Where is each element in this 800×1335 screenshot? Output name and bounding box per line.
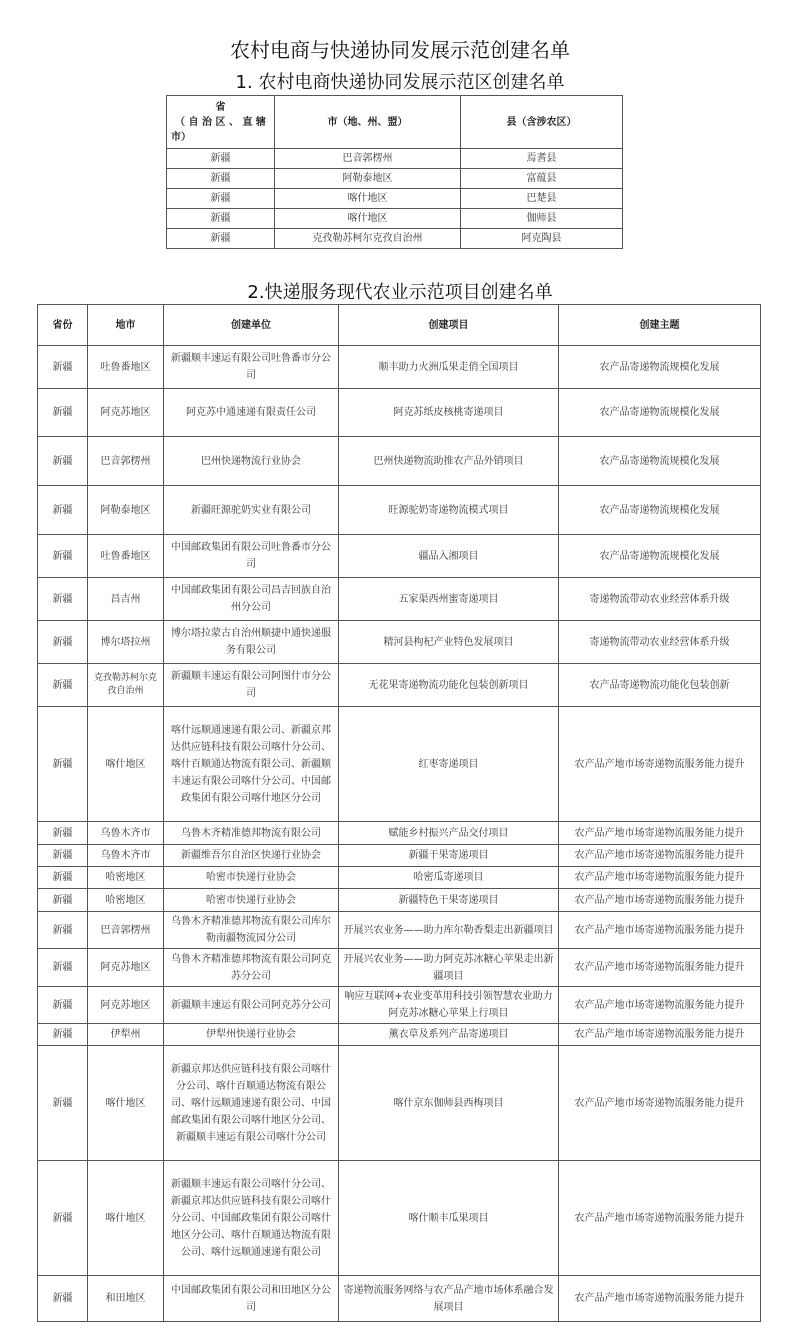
table-row — [167, 189, 623, 209]
header-county: 县（含涉农区） — [461, 96, 623, 149]
cell-unit: 乌鲁木齐精准德邦物流有限公司阿克苏分公司 — [164, 949, 339, 987]
cell-city: 喀什地区 — [88, 707, 164, 822]
agriculture-project-table — [37, 304, 761, 1322]
cell-unit: 新疆顺丰速运有限公司喀什分公司、新疆京邦达供应链科技有限公司喀什分公司、中国邮政集团有限公司喀什地区分公司、喀什百顺通达物流有限公司、喀什远顺通速递有限公司 — [164, 1161, 339, 1276]
cell-project: 巴州快递物流助推农产品外销项目 — [339, 437, 559, 486]
cell-theme: 农产品产地市场寄递物流服务能力提升 — [559, 987, 761, 1024]
cell-project: 哈密瓜寄递项目 — [339, 867, 559, 889]
cell-project: 开展兴农业务——助力库尔勒香梨走出新疆项目 — [339, 912, 559, 949]
cell-province: 新疆 — [38, 845, 88, 867]
cell-county: 阿克陶县 — [461, 229, 623, 249]
header-province-line-2: （ 自 治 区 、 直 辖 — [175, 116, 266, 128]
table-row — [38, 486, 761, 535]
header-province — [167, 96, 275, 149]
cell-project: 新疆特色干果寄递项目 — [339, 889, 559, 912]
cell-province: 新疆 — [38, 486, 88, 535]
cell-city: 乌鲁木齐市 — [88, 822, 164, 845]
cell-project: 赋能乡村振兴产品交付项目 — [339, 822, 559, 845]
cell-city: 阿勒泰地区 — [88, 486, 164, 535]
cell-city: 喀什地区 — [88, 1046, 164, 1161]
cell-theme: 农产品产地市场寄递物流服务能力提升 — [559, 949, 761, 987]
cell-unit: 阿克苏中通速递有限责任公司 — [164, 389, 339, 437]
cell-theme: 农产品产地市场寄递物流服务能力提升 — [559, 889, 761, 912]
cell-unit: 新疆顺丰速运有限公司阿克苏分公司 — [164, 987, 339, 1024]
cell-province: 新疆 — [38, 664, 88, 707]
cell-province: 新疆 — [38, 867, 88, 889]
cell-county: 焉耆县 — [461, 149, 623, 169]
table-row — [38, 889, 761, 912]
cell-theme: 农产品产地市场寄递物流服务能力提升 — [559, 912, 761, 949]
cell-project: 旺源驼奶寄递物流模式项目 — [339, 486, 559, 535]
table-row — [38, 621, 761, 664]
table-row — [167, 209, 623, 229]
cell-province: 新疆 — [38, 1024, 88, 1046]
cell-province: 新疆 — [167, 149, 275, 169]
cell-city: 乌鲁木齐市 — [88, 845, 164, 867]
table-row — [38, 822, 761, 845]
cell-province: 新疆 — [38, 389, 88, 437]
cell-city: 阿勒泰地区 — [275, 169, 461, 189]
cell-province: 新疆 — [38, 578, 88, 621]
cell-project: 疆品入湘项目 — [339, 535, 559, 578]
cell-theme: 农产品产地市场寄递物流服务能力提升 — [559, 707, 761, 822]
table-row — [38, 845, 761, 867]
cell-unit: 中国邮政集团有限公司和田地区分公司 — [164, 1276, 339, 1322]
table-row — [38, 578, 761, 621]
table-row — [38, 949, 761, 987]
cell-province: 新疆 — [38, 346, 88, 389]
cell-county: 巴楚县 — [461, 189, 623, 209]
cell-city: 喀什地区 — [275, 209, 461, 229]
header-unit: 创建单位 — [164, 305, 339, 346]
cell-unit: 博尔塔拉蒙古自治州顺捷中通快递服务有限公司 — [164, 621, 339, 664]
section-2-title: 2.快递服务现代农业示范项目创建名单 — [247, 282, 553, 303]
cell-unit: 中国邮政集团有限公司吐鲁番市分公司 — [164, 535, 339, 578]
table-row — [167, 229, 623, 249]
cell-unit: 巴州快递物流行业协会 — [164, 437, 339, 486]
table-row — [38, 389, 761, 437]
cell-province: 新疆 — [38, 437, 88, 486]
cell-unit: 新疆京邦达供应链科技有限公司喀什分公司、喀什百顺通达物流有限公司、喀什远顺通速递有限公司、中国邮政集团有限公司喀什地区分公司、新疆顺丰速运有限公司喀什分公司 — [164, 1046, 339, 1161]
cell-province: 新疆 — [38, 987, 88, 1024]
demo-zone-table — [166, 95, 623, 249]
cell-province: 新疆 — [38, 822, 88, 845]
header-city: 市（地、州、盟） — [275, 96, 461, 149]
cell-unit: 喀什远顺通速递有限公司、新疆京邦达供应链科技有限公司喀什分公司、喀什百顺通达物流有限公司、新疆顺丰速运有限公司喀什分公司、中国邮政集团有限公司喀什地区分公司 — [164, 707, 339, 822]
cell-project: 阿克苏纸皮核桃寄递项目 — [339, 389, 559, 437]
table-row — [38, 912, 761, 949]
cell-city: 博尔塔拉州 — [88, 621, 164, 664]
table-row — [38, 1276, 761, 1322]
header-project: 创建项目 — [339, 305, 559, 346]
table-row — [167, 149, 623, 169]
cell-project: 响应互联网+农业变革用科技引领智慧农业助力阿克苏冰糖心苹果上行项目 — [339, 987, 559, 1024]
table-header-row — [167, 96, 623, 149]
cell-province: 新疆 — [38, 1276, 88, 1322]
cell-city: 昌吉州 — [88, 578, 164, 621]
cell-theme: 农产品产地市场寄递物流服务能力提升 — [559, 822, 761, 845]
cell-project: 顺丰助力火洲瓜果走俏全国项目 — [339, 346, 559, 389]
cell-province: 新疆 — [167, 229, 275, 249]
cell-city: 喀什地区 — [275, 189, 461, 209]
cell-theme: 农产品寄递物流规模化发展 — [559, 389, 761, 437]
cell-province: 新疆 — [38, 889, 88, 912]
cell-project: 红枣寄递项目 — [339, 707, 559, 822]
cell-theme: 农产品产地市场寄递物流服务能力提升 — [559, 1046, 761, 1161]
cell-unit: 乌鲁木齐精准德邦物流有限公司 — [164, 822, 339, 845]
cell-province: 新疆 — [38, 1161, 88, 1276]
cell-unit: 伊犁州快递行业协会 — [164, 1024, 339, 1046]
cell-theme: 农产品产地市场寄递物流服务能力提升 — [559, 1161, 761, 1276]
cell-city: 克孜勒苏柯尔克孜自治州 — [88, 664, 164, 707]
cell-theme: 农产品寄递物流规模化发展 — [559, 486, 761, 535]
cell-theme: 农产品产地市场寄递物流服务能力提升 — [559, 845, 761, 867]
cell-city: 吐鲁番地区 — [88, 346, 164, 389]
cell-unit: 哈密市快递行业协会 — [164, 867, 339, 889]
table-row — [38, 1161, 761, 1276]
cell-city: 巴音郭楞州 — [275, 149, 461, 169]
header-theme: 创建主题 — [559, 305, 761, 346]
table-row — [38, 1024, 761, 1046]
cell-theme: 农产品寄递物流规模化发展 — [559, 346, 761, 389]
cell-theme: 农产品产地市场寄递物流服务能力提升 — [559, 867, 761, 889]
cell-theme: 农产品寄递物流规模化发展 — [559, 535, 761, 578]
cell-project: 开展兴农业务——助力阿克苏冰糖心苹果走出新疆项目 — [339, 949, 559, 987]
cell-city: 哈密地区 — [88, 867, 164, 889]
table-row — [38, 867, 761, 889]
section-1-title: 1. 农村电商快递协同发展示范区创建名单 — [235, 72, 565, 93]
cell-province: 新疆 — [38, 535, 88, 578]
cell-unit: 哈密市快递行业协会 — [164, 889, 339, 912]
cell-province: 新疆 — [167, 209, 275, 229]
header-province: 省份 — [38, 305, 88, 346]
table-row — [38, 987, 761, 1024]
cell-province: 新疆 — [38, 621, 88, 664]
cell-city: 阿克苏地区 — [88, 389, 164, 437]
cell-province: 新疆 — [38, 949, 88, 987]
cell-unit: 新疆维吾尔自治区快递行业协会 — [164, 845, 339, 867]
table-header-row — [38, 305, 761, 346]
cell-city: 哈密地区 — [88, 889, 164, 912]
cell-city: 阿克苏地区 — [88, 949, 164, 987]
cell-unit: 新疆顺丰速运有限公司吐鲁番市分公司 — [164, 346, 339, 389]
cell-city: 伊犁州 — [88, 1024, 164, 1046]
cell-province: 新疆 — [38, 912, 88, 949]
cell-project: 精河县枸杞产业特色发展项目 — [339, 621, 559, 664]
cell-theme: 农产品产地市场寄递物流服务能力提升 — [559, 1276, 761, 1322]
table-row — [38, 346, 761, 389]
cell-city: 克孜勒苏柯尔克孜自治州 — [275, 229, 461, 249]
cell-theme: 农产品产地市场寄递物流服务能力提升 — [559, 1024, 761, 1046]
table-row — [38, 1046, 761, 1161]
cell-city: 吐鲁番地区 — [88, 535, 164, 578]
cell-project: 喀什顺丰瓜果项目 — [339, 1161, 559, 1276]
header-city: 地市 — [88, 305, 164, 346]
page-title: 农村电商与快递协同发展示范创建名单 — [230, 38, 570, 62]
cell-unit: 中国邮政集团有限公司昌吉回族自治州分公司 — [164, 578, 339, 621]
header-province-line-1: 省 — [215, 101, 226, 113]
cell-project: 新疆干果寄递项目 — [339, 845, 559, 867]
cell-project: 无花果寄递物流功能化包装创新项目 — [339, 664, 559, 707]
cell-theme: 寄递物流带动农业经营体系升级 — [559, 621, 761, 664]
cell-city: 和田地区 — [88, 1276, 164, 1322]
table-row — [38, 664, 761, 707]
cell-unit: 乌鲁木齐精准德邦物流有限公司库尔勒南疆物流园分公司 — [164, 912, 339, 949]
cell-project: 五家渠西州蜜寄递项目 — [339, 578, 559, 621]
cell-theme: 寄递物流带动农业经营体系升级 — [559, 578, 761, 621]
table-row — [38, 535, 761, 578]
cell-county: 伽师县 — [461, 209, 623, 229]
table-row — [38, 707, 761, 822]
table-row — [38, 437, 761, 486]
cell-theme: 农产品寄递物流规模化发展 — [559, 437, 761, 486]
cell-province: 新疆 — [167, 169, 275, 189]
header-province-line-3: 市） — [171, 131, 191, 143]
cell-project: 薰衣草及系列产品寄递项目 — [339, 1024, 559, 1046]
cell-project: 寄递物流服务网络与农产品产地市场体系融合发展项目 — [339, 1276, 559, 1322]
table-row — [167, 169, 623, 189]
cell-province: 新疆 — [38, 707, 88, 822]
cell-theme: 农产品寄递物流功能化包装创新 — [559, 664, 761, 707]
cell-city: 巴音郭楞州 — [88, 437, 164, 486]
cell-city: 巴音郭楞州 — [88, 912, 164, 949]
cell-county: 富蕴县 — [461, 169, 623, 189]
cell-project: 喀什京东伽师县西梅项目 — [339, 1046, 559, 1161]
cell-unit: 新疆顺丰速运有限公司阿图什市分公司 — [164, 664, 339, 707]
cell-province: 新疆 — [167, 189, 275, 209]
cell-unit: 新疆旺源驼奶实业有限公司 — [164, 486, 339, 535]
cell-city: 阿克苏地区 — [88, 987, 164, 1024]
cell-province: 新疆 — [38, 1046, 88, 1161]
cell-city: 喀什地区 — [88, 1161, 164, 1276]
